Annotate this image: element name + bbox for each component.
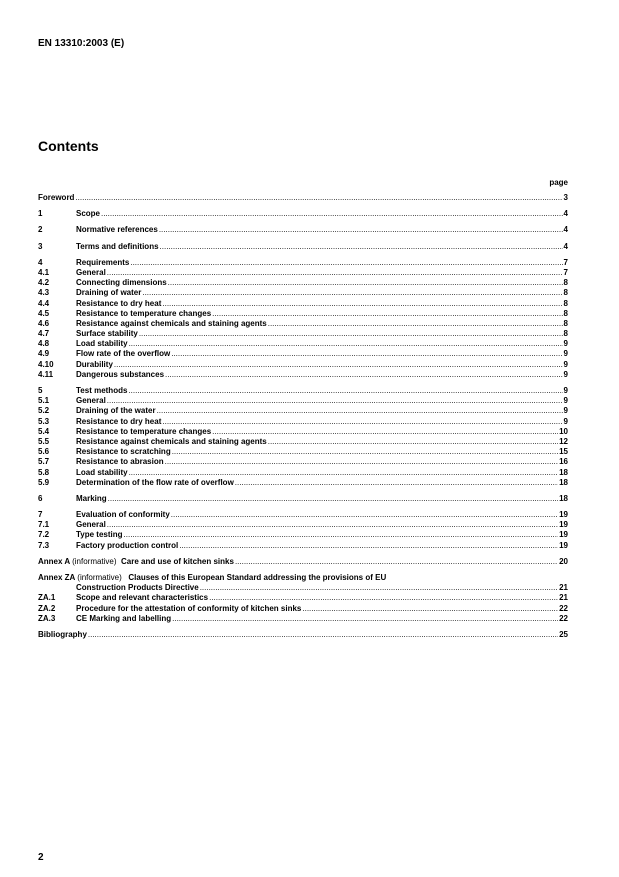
annex-za-title-line2: Construction Products Directive <box>76 583 199 593</box>
toc-entry[interactable] <box>38 339 568 349</box>
toc-entry-title: CE Marking and labelling <box>76 613 172 623</box>
toc-leader-dots <box>129 468 559 478</box>
toc-entry-number: 4.1 <box>38 267 50 277</box>
toc-leader-dots <box>235 478 558 488</box>
toc-entry[interactable] <box>38 225 568 235</box>
toc-leader-dots <box>268 437 558 447</box>
toc-entry[interactable] <box>38 349 568 359</box>
toc-leader-dots <box>88 630 558 640</box>
toc-entry-page: 21 <box>559 593 568 603</box>
toc-entry[interactable] <box>38 417 568 427</box>
toc-entry-number: 4.10 <box>38 359 54 369</box>
toc-entry-title: Draining of water <box>76 288 142 298</box>
toc-entry[interactable] <box>38 360 568 370</box>
toc-entry-title: Draining of the water <box>76 406 156 416</box>
toc-entry-number: 5.2 <box>38 406 50 416</box>
toc-entry-number: 4.8 <box>38 339 50 349</box>
toc-entry[interactable] <box>38 288 568 298</box>
annex-a-prefix: Annex A <box>38 556 70 566</box>
toc-entry-number: ZA.1 <box>38 593 56 603</box>
annex-a-page: 20 <box>559 556 568 566</box>
toc-entry[interactable] <box>38 406 568 416</box>
toc-entry-title: Resistance to temperature changes <box>76 308 212 318</box>
toc-entry-bibliography[interactable] <box>38 630 568 640</box>
toc-entry-number: 6 <box>38 493 43 503</box>
toc-entry-page: 8 <box>563 298 568 308</box>
toc-entry-number: ZA.2 <box>38 603 56 613</box>
toc-entry-number: 4.2 <box>38 278 50 288</box>
toc-entry[interactable] <box>38 386 568 396</box>
toc-entry-number: 5.6 <box>38 447 50 457</box>
toc-leader-dots <box>302 604 558 614</box>
toc-leader-dots <box>101 209 563 219</box>
toc-entry-page: 18 <box>559 477 568 487</box>
toc-entry-number: 4.6 <box>38 318 50 328</box>
toc-entry-title: Terms and definitions <box>76 241 159 251</box>
toc-entry-number: 4.9 <box>38 349 50 359</box>
toc-entry-number: 5.1 <box>38 396 50 406</box>
page-column-label: page <box>549 178 568 187</box>
toc-entry-title: Load stability <box>76 467 128 477</box>
toc-entry-number: 4.4 <box>38 298 50 308</box>
toc-leader-dots <box>107 268 563 278</box>
toc-leader-dots <box>235 557 558 567</box>
toc-main-entries <box>38 193 568 551</box>
toc-entry-title: General <box>76 396 106 406</box>
toc-entry-page: 3 <box>563 193 568 202</box>
toc-entry-page: 4 <box>563 241 568 251</box>
toc-leader-dots <box>162 417 562 427</box>
toc-entry-annex-za-line1[interactable] <box>38 573 568 583</box>
toc-entry[interactable] <box>38 396 568 406</box>
toc-entry-number: 7 <box>38 510 43 520</box>
toc-entry-title: Durability <box>76 359 113 369</box>
toc-entry-title: Load stability <box>76 339 128 349</box>
toc-entry-page: 8 <box>563 308 568 318</box>
toc-entry-page: 19 <box>559 530 568 540</box>
toc-entry[interactable] <box>38 370 568 380</box>
annex-za-page: 21 <box>559 583 568 593</box>
toc-entry-title: Factory production control <box>76 540 179 550</box>
toc-entry-number: 2 <box>38 225 43 235</box>
toc-entry-title: Evaluation of conformity <box>76 510 170 520</box>
toc-entry-page: 7 <box>563 257 568 267</box>
toc-entry[interactable] <box>38 268 568 278</box>
toc-entry[interactable] <box>38 242 568 252</box>
toc-entry-annex-a[interactable] <box>38 557 568 567</box>
toc-entry-title: Resistance against chemicals and staining agents <box>76 436 267 446</box>
toc-entry-number: 5.4 <box>38 426 50 436</box>
toc-leader-dots <box>157 406 563 416</box>
toc-leader-dots <box>75 193 562 203</box>
toc-entry-number: 5.5 <box>38 436 50 446</box>
toc-leader-dots <box>209 593 558 603</box>
toc-entry[interactable] <box>38 478 568 488</box>
toc-entry-number: 3 <box>38 241 43 251</box>
toc-entry-number: 5.3 <box>38 416 50 426</box>
toc-leader-dots <box>200 583 558 593</box>
toc-entry[interactable] <box>38 193 568 203</box>
toc-entry-page: 8 <box>563 329 568 339</box>
toc-leader-dots <box>212 427 558 437</box>
toc-za-entries <box>38 593 568 624</box>
toc-entry-number: 4.5 <box>38 308 50 318</box>
toc-entry-title: Resistance against chemicals and staining agents <box>76 318 267 328</box>
toc-entry-number: 5 <box>38 386 43 395</box>
toc-leader-dots <box>172 614 558 624</box>
document-header: EN 13310:2003 (E) <box>38 38 125 49</box>
toc-entry-number: 5.9 <box>38 477 50 487</box>
toc-entry-page: 18 <box>559 467 568 477</box>
toc-entry[interactable] <box>38 319 568 329</box>
toc-leader-dots <box>165 457 559 467</box>
toc-entry-number: 4.11 <box>38 369 54 379</box>
toc-entry[interactable] <box>38 457 568 467</box>
toc-entry[interactable] <box>38 494 568 504</box>
toc-leader-dots <box>172 447 558 457</box>
page-number: 2 <box>38 852 44 863</box>
toc-entry-title: Procedure for the attestation of conformity of kitchen sinks <box>76 603 302 613</box>
toc-entry[interactable] <box>38 614 568 624</box>
toc-entry[interactable] <box>38 604 568 614</box>
toc-entry-page: 19 <box>559 510 568 520</box>
toc-leader-dots <box>124 530 559 540</box>
toc-entry-number: ZA.3 <box>38 613 56 623</box>
toc-entry-number: 5.7 <box>38 457 50 467</box>
toc-entry-page: 7 <box>563 267 568 277</box>
toc-leader-dots <box>128 386 562 396</box>
toc-entry-page: 15 <box>559 447 568 457</box>
toc-entry-number: 4.7 <box>38 329 50 339</box>
toc-entry[interactable] <box>38 447 568 457</box>
annex-a-note: (informative) <box>72 556 117 566</box>
toc-leader-dots <box>108 494 558 504</box>
toc-entry-title: Resistance to dry heat <box>76 298 162 308</box>
toc-entry-title: Dangerous substances <box>76 369 165 379</box>
toc-entry-page: 4 <box>563 225 568 235</box>
toc-entry-number: 5.8 <box>38 467 50 477</box>
toc-leader-dots <box>130 258 562 268</box>
toc-entry-page: 9 <box>563 416 568 426</box>
toc-entry-page: 9 <box>563 406 568 416</box>
toc-leader-dots <box>139 329 563 339</box>
toc-leader-dots <box>107 396 563 406</box>
toc-entry-title: Foreword <box>38 193 75 202</box>
table-of-contents <box>38 193 568 640</box>
toc-entry-page: 19 <box>559 520 568 530</box>
toc-entry-page: 12 <box>559 436 568 446</box>
toc-entry[interactable] <box>38 520 568 530</box>
toc-entry-number: 7.3 <box>38 540 50 550</box>
toc-entry[interactable] <box>38 593 568 603</box>
toc-entry-title: Surface stability <box>76 329 138 339</box>
toc-leader-dots <box>159 225 563 235</box>
toc-entry[interactable] <box>38 530 568 540</box>
toc-leader-dots <box>160 242 563 252</box>
toc-entry-title: Resistance to dry heat <box>76 416 162 426</box>
annex-za-prefix: Annex ZA <box>38 573 76 582</box>
toc-entry-title: Resistance to temperature changes <box>76 426 212 436</box>
toc-entry-annex-za-line2[interactable] <box>38 583 568 593</box>
annex-a-title: Care and use of kitchen sinks <box>121 556 234 566</box>
toc-entry-title: Resistance to scratching <box>76 447 171 457</box>
toc-entry-title: Normative references <box>76 225 158 235</box>
toc-leader-dots <box>142 288 562 298</box>
toc-entry-title: Scope <box>76 209 101 219</box>
toc-entry-page: 22 <box>559 613 568 623</box>
toc-entry-number: 7.1 <box>38 520 50 530</box>
toc-entry-page: 10 <box>559 426 568 436</box>
toc-entry-number: 7.2 <box>38 530 50 540</box>
toc-entry[interactable] <box>38 468 568 478</box>
toc-entry-title: Determination of the flow rate of overflow <box>76 477 234 487</box>
bibliography-page: 25 <box>559 629 568 639</box>
toc-leader-dots <box>107 520 558 530</box>
toc-entry-page: 22 <box>559 603 568 613</box>
toc-entry-page: 16 <box>559 457 568 467</box>
toc-entry-page: 9 <box>563 359 568 369</box>
toc-leader-dots <box>168 278 563 288</box>
toc-leader-dots <box>171 510 558 520</box>
toc-entry-title: Flow rate of the overflow <box>76 349 171 359</box>
toc-entry[interactable] <box>38 299 568 309</box>
toc-leader-dots <box>171 349 562 359</box>
toc-entry[interactable] <box>38 427 568 437</box>
toc-entry[interactable] <box>38 510 568 520</box>
toc-entry-title: Connecting dimensions <box>76 278 167 288</box>
toc-entry[interactable] <box>38 209 568 219</box>
toc-entry-title: Scope and relevant characteristics <box>76 593 209 603</box>
toc-leader-dots <box>114 360 563 370</box>
toc-leader-dots <box>162 299 562 309</box>
toc-entry-title: Requirements <box>76 257 130 267</box>
annex-za-title-line1: Clauses of this European Standard addressing the provisions of EU <box>128 573 387 582</box>
toc-entry-title: Test methods <box>76 386 128 395</box>
toc-entry-page: 8 <box>563 278 568 288</box>
toc-entry-title: Marking <box>76 493 107 503</box>
toc-entry[interactable] <box>38 437 568 447</box>
toc-entry-title: Type testing <box>76 530 123 540</box>
toc-entry[interactable] <box>38 309 568 319</box>
toc-entry-number: 1 <box>38 209 43 219</box>
toc-entry-page: 9 <box>563 339 568 349</box>
toc-entry-page: 9 <box>563 396 568 406</box>
toc-entry[interactable] <box>38 329 568 339</box>
toc-entry-page: 8 <box>563 288 568 298</box>
toc-entry-page: 9 <box>563 369 568 379</box>
toc-leader-dots <box>268 319 563 329</box>
toc-leader-dots <box>129 339 563 349</box>
toc-entry-title: General <box>76 520 106 530</box>
toc-entry-page: 8 <box>563 318 568 328</box>
toc-entry-number: 4.3 <box>38 288 50 298</box>
page-title: Contents <box>38 138 99 154</box>
toc-entry-page: 9 <box>563 349 568 359</box>
toc-entry-title: Resistance to abrasion <box>76 457 164 467</box>
toc-entry-number: 4 <box>38 257 43 267</box>
toc-leader-dots <box>179 541 558 551</box>
bibliography-title: Bibliography <box>38 629 87 639</box>
toc-entry[interactable] <box>38 541 568 551</box>
toc-entry-page: 9 <box>563 386 568 395</box>
annex-za-note: (informative) <box>77 573 122 582</box>
toc-entry-page: 4 <box>563 209 568 219</box>
toc-entry[interactable] <box>38 258 568 268</box>
toc-leader-dots <box>212 309 562 319</box>
toc-entry[interactable] <box>38 278 568 288</box>
toc-entry-title: General <box>76 267 106 277</box>
toc-entry-page: 18 <box>559 493 568 503</box>
toc-leader-dots <box>165 370 563 380</box>
toc-entry-page: 19 <box>559 540 568 550</box>
